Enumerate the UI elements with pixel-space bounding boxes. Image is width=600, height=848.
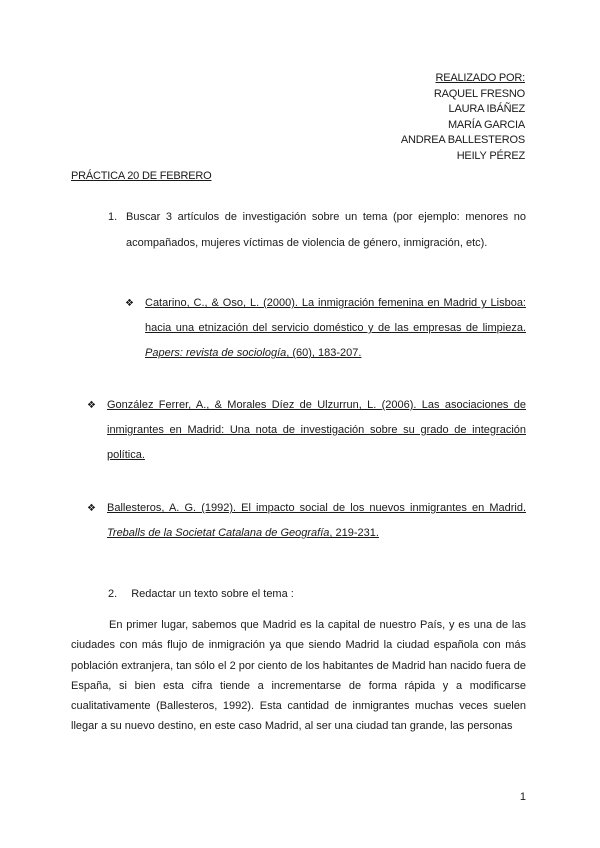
reference-link[interactable]: Catarino, C., & Oso, L. (2000). La inmigración femenina en Madrid y Lisboa: hacia una etnización del servicio doméstico y de las empresas de limpieza. Papers: revista de sociología, (60), 183-207. — [145, 297, 526, 359]
diamond-bullet-icon: ❖ — [87, 400, 96, 411]
author-name: RAQUEL FRESNO — [433, 87, 525, 100]
author-name: ANDREA BALLESTEROS — [400, 134, 525, 146]
authors-block — [401, 71, 525, 164]
reference-item — [125, 291, 526, 366]
author-name: LAURA IBÁÑEZ — [448, 103, 525, 115]
task-2-text: Redactar un texto sobre el tema : — [131, 588, 294, 600]
reference-item — [87, 496, 526, 546]
task-1 — [108, 204, 526, 256]
reference-journal: Papers: revista de sociología — [145, 347, 287, 359]
task-1-text: Buscar 3 artículos de investigación sobre un tema (por ejemplo: menores no acompañados, mujeres víctimas de violencia de género, inmigración, etc). — [126, 211, 526, 249]
reference-link[interactable]: González Ferrer, A., & Morales Díez de Ulzurrun, L. (2006). Las asociaciones de inmigrantes en Madrid: Una nota de investigación sobre su grado de integración política. — [107, 399, 526, 461]
reference-link[interactable]: Ballesteros, A. G. (1992). El impacto social de los nuevos inmigrantes en Madrid. Treballs de la Societat Catalana de Geografía, 219-231. — [107, 502, 526, 539]
task-2 — [108, 588, 294, 600]
authors-label: REALIZADO POR: — [435, 72, 525, 84]
diamond-bullet-icon: ❖ — [125, 298, 134, 309]
practice-date-heading: PRÁCTICA 20 DE FEBRERO — [71, 170, 212, 182]
body-paragraph: En primer lugar, sabemos que Madrid es la capital de nuestro País, y es una de las ciudades con más flujo de inmigración ya que siendo Madrid la ciudad española con más población extranjera, tan sólo el 2 por ciento de los habitantes de Madrid han nacido fuera de España, si bien esta cifra tiende a incrementarse de forma rápida y a modificarse cualitativamente (Ballesteros, 1992). Esta cantidad de inmigrantes muchas veces suelen llegar a su nuevo destino, en este caso Madrid, al ser una ciudad tan grande, las personas — [71, 619, 526, 733]
diamond-bullet-icon: ❖ — [87, 503, 96, 514]
reference-journal: Treballs de la Societat Catalana de Geografía — [107, 527, 330, 539]
task-2-number: 2. — [108, 588, 118, 600]
reference-item — [87, 393, 526, 468]
task-1-number: 1. — [108, 211, 118, 223]
author-name: HEILY PÉREZ — [456, 149, 525, 162]
page-number: 1 — [519, 791, 526, 803]
author-name: MARÍA GARCIA — [447, 118, 525, 131]
